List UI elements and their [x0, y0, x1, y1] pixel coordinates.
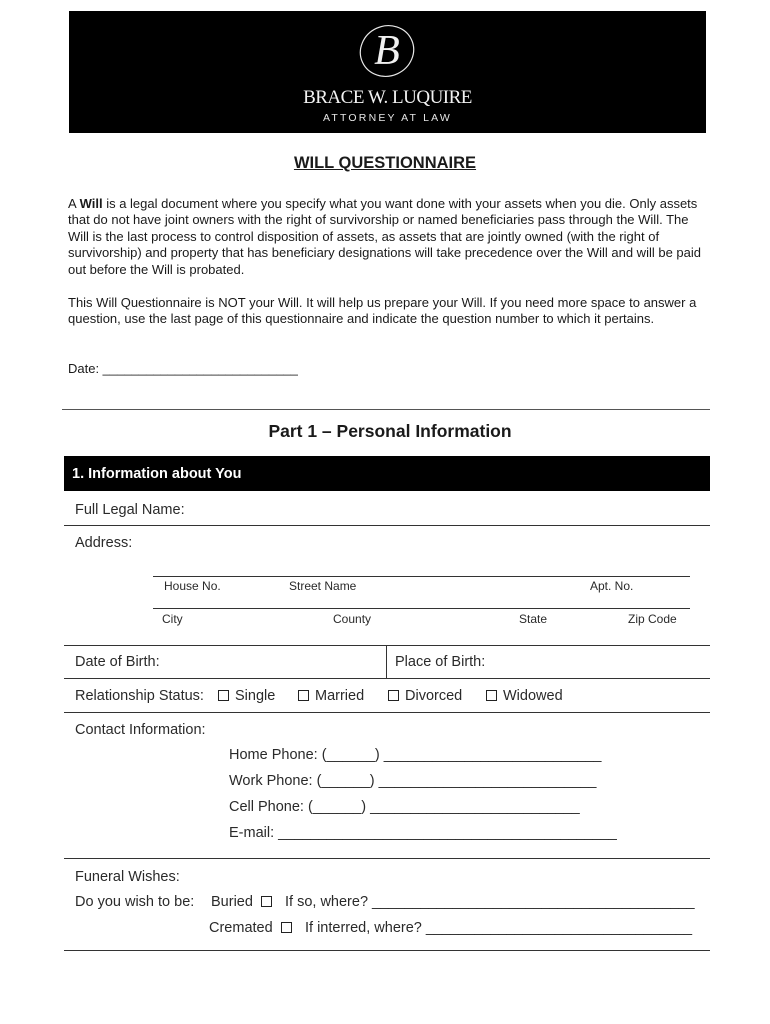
divider [64, 678, 710, 679]
option-cremated-label: Cremated [209, 920, 273, 936]
street-name-caption: Street Name [289, 579, 357, 593]
checkbox-icon[interactable] [388, 690, 399, 701]
option-single-label: Single [235, 688, 276, 704]
intro-rest: is a legal document where you specify what you want done with your assets when you die. Only assets that do not have joint owners with the right of survivorship or named beneficiaries pass through the Will. The Will is the last process to control disposition of assets, as assets that are jointly owned (with the right of survivorship) and property that has beneficiary designations will take precedence over the Will and will be paid out before the Will is probated. [68, 196, 702, 277]
logo-monogram-icon [352, 17, 422, 85]
document-title: WILL QUESTIONNAIRE [293, 154, 477, 172]
brand-name: BRACE W. LUQUIRE [303, 87, 472, 108]
option-widowed[interactable] [486, 688, 563, 704]
work-phone-field[interactable]: Work Phone: (______) ___________________________ [229, 773, 597, 789]
buried-location-field[interactable]: If so, where? ________________________________________ [285, 894, 695, 910]
option-married-label: Married [315, 688, 365, 704]
relationship-status-label: Relationship Status: [75, 688, 204, 704]
option-buried-label: Buried [211, 894, 253, 910]
divider [64, 950, 710, 951]
address-line-2-field[interactable] [153, 608, 690, 609]
county-caption: County [333, 612, 372, 626]
interred-location-field[interactable]: If interred, where? _________________________________ [305, 920, 693, 936]
option-widowed-label: Widowed [503, 688, 563, 704]
wish-to-be-label: Do you wish to be: [75, 894, 195, 910]
zip-code-caption: Zip Code [628, 612, 677, 626]
option-buried[interactable] [211, 894, 278, 910]
intro-bold-term: Will [79, 196, 103, 211]
state-caption: State [519, 612, 548, 626]
option-cremated[interactable] [209, 920, 298, 936]
divider [62, 409, 710, 410]
divider [64, 645, 710, 646]
checkbox-icon[interactable] [298, 690, 309, 701]
full-legal-name-field[interactable] [64, 525, 710, 526]
divider [64, 712, 710, 713]
column-divider [386, 645, 387, 678]
instructions-paragraph: This Will Questionnaire is NOT your Will. It will help us prepare your Will. If you need more space to answer a question, use the last page of this questionnaire and indicate the question number to which it pertains. [68, 295, 697, 327]
checkbox-icon[interactable] [281, 922, 292, 933]
address-line-1-field[interactable] [153, 576, 690, 577]
option-single[interactable] [218, 688, 275, 704]
part-title: Part 1 – Personal Information [268, 421, 512, 441]
intro-paragraph [68, 196, 708, 278]
home-phone-field[interactable]: Home Phone: (______) ___________________________ [229, 747, 602, 763]
contact-information-label: Contact Information: [75, 722, 206, 738]
option-divorced-label: Divorced [405, 688, 463, 704]
date-of-birth-label: Date of Birth: [75, 654, 160, 670]
option-divorced[interactable] [388, 688, 462, 704]
checkbox-icon[interactable] [486, 690, 497, 701]
brand-subtitle: ATTORNEY AT LAW [322, 112, 453, 124]
checkbox-icon[interactable] [218, 690, 229, 701]
cell-phone-field[interactable]: Cell Phone: (______) __________________________ [229, 799, 580, 815]
section-title: 1. Information about You [72, 466, 242, 482]
divider [64, 858, 710, 859]
apt-no-caption: Apt. No. [590, 579, 634, 593]
section-header [64, 456, 710, 491]
email-field[interactable]: E-mail: __________________________________________ [229, 825, 617, 841]
date-field[interactable]: Date: ___________________________ [68, 361, 298, 376]
funeral-wishes-label: Funeral Wishes: [75, 869, 180, 885]
header-banner [69, 11, 706, 133]
place-of-birth-label: Place of Birth: [395, 654, 486, 670]
checkbox-icon[interactable] [261, 896, 272, 907]
city-caption: City [162, 612, 183, 626]
full-legal-name-label: Full Legal Name: [75, 502, 185, 518]
intro-lead: A [68, 196, 80, 211]
address-label: Address: [75, 535, 133, 551]
house-no-caption: House No. [164, 579, 221, 593]
option-married[interactable] [298, 688, 364, 704]
logo-letter: B [374, 28, 400, 74]
